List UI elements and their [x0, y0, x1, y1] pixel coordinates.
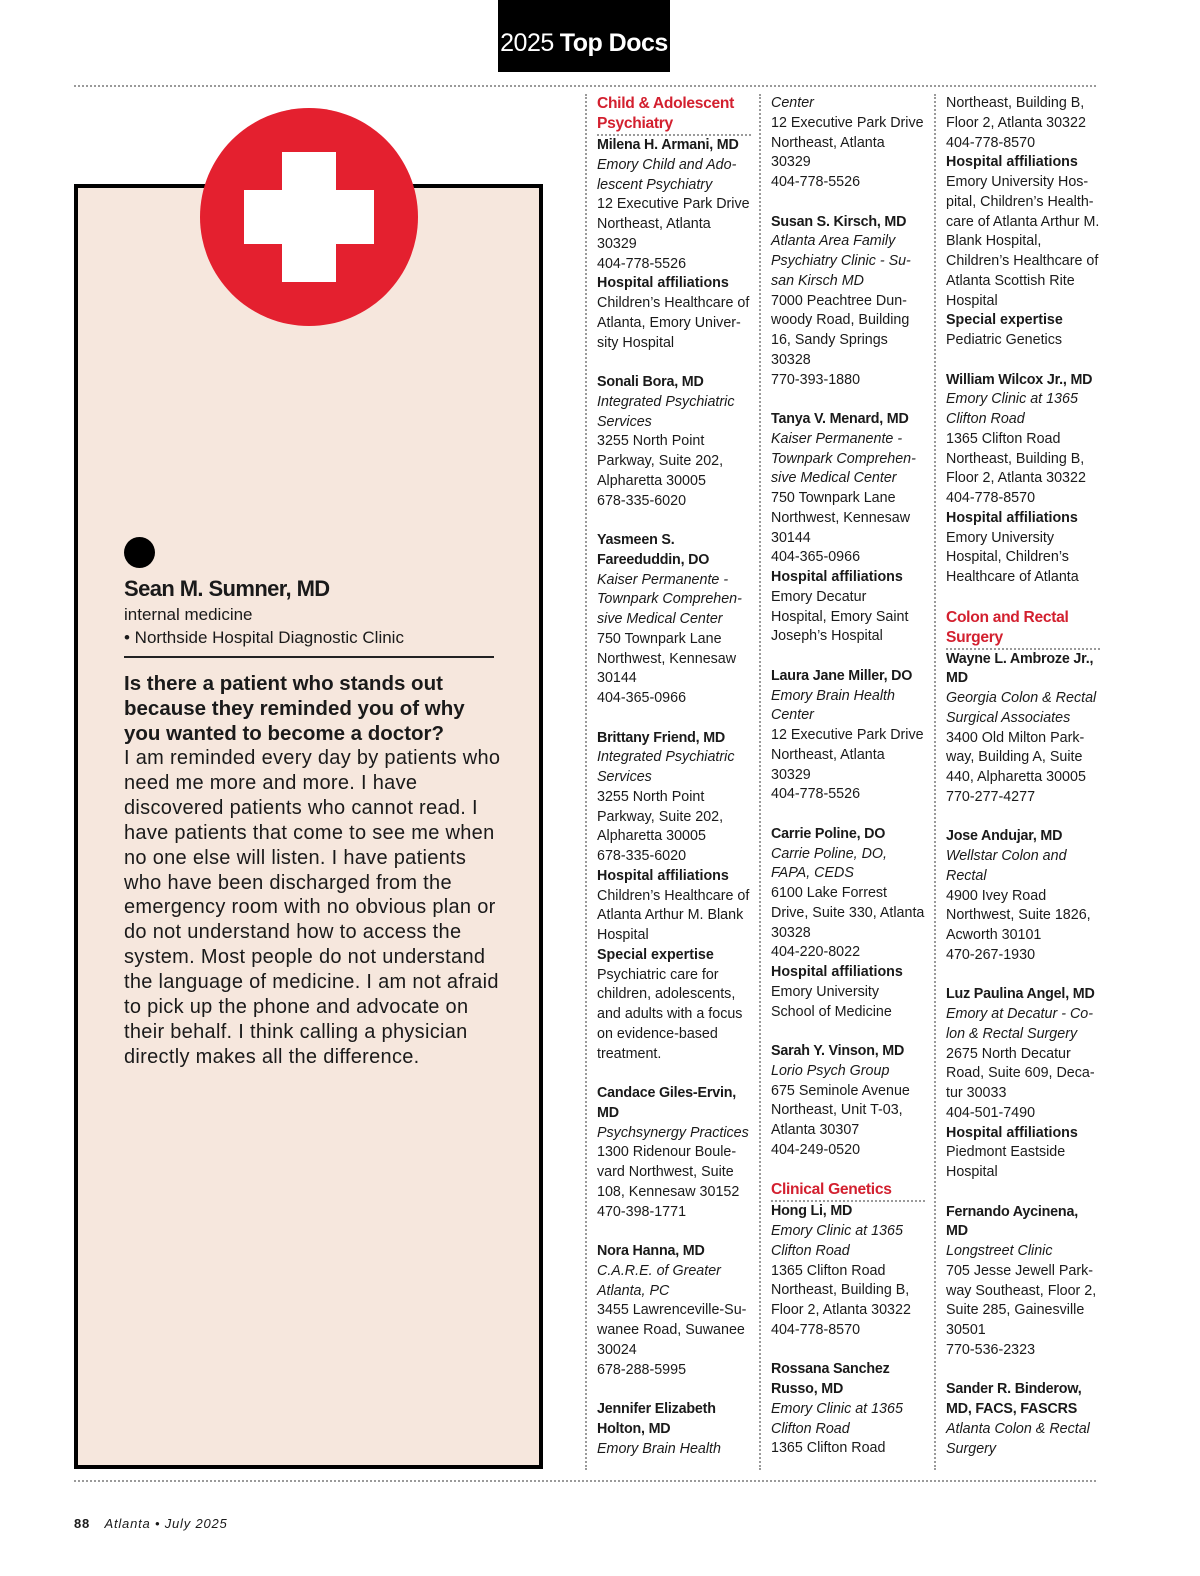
practice-name: Emory Child and Ado- lescent Psychiatry — [597, 156, 737, 193]
practice-name: Kaiser Permanente - Townpark Comprehen- sive Medical Center — [771, 430, 916, 487]
section-heading: Colon and Rectal Surgery — [946, 608, 1069, 646]
section-heading: Child & Adolescent Psychiatry — [597, 95, 734, 132]
spacer — [946, 808, 1100, 828]
spacer — [946, 966, 1100, 986]
feature-clinic: • Northside Hospital Diagnostic Clinic — [124, 628, 404, 647]
spacer — [946, 351, 1100, 371]
section-heading: Clinical Genetics — [771, 1181, 892, 1199]
doctor-name: Sander R. Binderow, MD, FACS, FASCRS — [946, 1381, 1082, 1417]
listing-column-2 — [771, 94, 925, 1459]
doctor-name: Laura Jane Miller, DO — [771, 667, 913, 684]
listing-text: 2675 North Decatur Road, Suite 609, Deca- tur 30033 — [946, 1045, 1095, 1101]
listing-text: Piedmont Eastside Hospital — [946, 1144, 1066, 1180]
listing-text: 470-398-1771 — [597, 1203, 687, 1220]
header-year: 2025 — [500, 28, 554, 57]
doctor-name: Sonali Bora, MD — [597, 374, 704, 390]
listing-text: 404-249-0520 — [771, 1141, 861, 1158]
practice-name: Integrated Psychiatric Services — [597, 393, 735, 430]
listing-text: 705 Jesse Jewell Park- way Southeast, Floor 2, Suite 285, Gainesville 30501 — [946, 1262, 1097, 1338]
listing-text: 1300 Ridenour Boule- vard Northwest, Suite 108, Kennesaw 30152 — [597, 1144, 740, 1200]
doctor-name: Sarah Y. Vinson, MD — [771, 1043, 905, 1059]
listing-column-1 — [597, 94, 751, 1459]
listing-text: Emory Decatur Hospital, Emory Saint Joseph’s Hospital — [771, 588, 909, 645]
doctor-name: Nora Hanna, MD — [597, 1243, 705, 1259]
spacer — [771, 805, 925, 825]
practice-name: Atlanta Colon & Rectal Surgery — [946, 1420, 1090, 1457]
listing-text: Emory University School of Medicine — [771, 983, 892, 1020]
doctor-name: Tanya V. Menard, MD — [771, 411, 909, 427]
magazine-issue: Atlanta • July 2025 — [104, 1516, 228, 1531]
feature-answer: I am reminded every day by patients who need me more and more. I have discovered patients who cannot read. I have patients that come to see me when no one else will listen. I have patients who have been discharged from the emergency room with no obvious plan or do not understand how to access the system. Most people do not understand the language of medicine. I am not afraid to pick up the phone and advocate on their behalf. I think calling a physician directly makes all the difference. — [124, 747, 501, 1068]
listing-text: 770-393-1880 — [771, 371, 861, 388]
practice-name: Center — [771, 95, 814, 111]
page-number: 88 — [74, 1516, 91, 1531]
listing-text: 678-288-5995 — [597, 1361, 687, 1378]
listing-text: 678-335-6020 — [597, 848, 687, 864]
listing-text: 404-501-7490 — [946, 1104, 1036, 1121]
listing-text: 750 Townpark Lane Northwest, Kennesaw 30144 — [771, 490, 911, 546]
listing-text: 404-778-8570 — [771, 1321, 861, 1338]
spacer — [771, 390, 925, 410]
listing-text: Children’s Healthcare of Atlanta Arthur M. Blank Hospital — [597, 887, 750, 943]
top-dotted-divider — [74, 85, 1096, 87]
listing-text: 6100 Lake Forrest Drive, Suite 330, Atlanta 30328 — [771, 885, 925, 941]
spacer — [597, 353, 751, 373]
practice-name: Kaiser Permanente - Townpark Comprehen- sive Medical Center — [597, 571, 742, 627]
doctor-name: Wayne L. Ambroze Jr., MD — [946, 650, 1094, 687]
listing-column-3 — [946, 94, 1100, 1459]
listing-text: 3255 North Point Parkway, Suite 202, Alpharetta 30005 — [597, 788, 724, 845]
listing-label: Hospital affiliations — [771, 569, 903, 585]
doctor-name: Susan S. Kirsch, MD — [771, 213, 907, 230]
doctor-name: Luz Paulina Angel, MD — [946, 986, 1095, 1003]
column-divider — [759, 94, 761, 1470]
doctor-name: Hong Li, MD — [771, 1203, 853, 1220]
spacer — [597, 709, 751, 729]
listing-text: 3400 Old Milton Park- way, Building A, Suite 440, Alpharetta 30005 — [946, 729, 1086, 785]
spacer — [946, 1361, 1100, 1381]
practice-name: Atlanta Area Family Psychiatry Clinic - Su- san Kirsch MD — [771, 233, 911, 289]
doctor-name: Rossana Sanchez Russo, MD — [771, 1361, 890, 1397]
doctor-name: Brittany Friend, MD — [597, 729, 726, 746]
spacer — [771, 1161, 925, 1181]
listing-text: Emory University Hospital, Children’s Healthcare of Atlanta — [946, 529, 1079, 585]
spacer — [946, 588, 1100, 608]
listing-label: Hospital affiliations — [946, 154, 1078, 171]
listing-label: Hospital affiliations — [597, 275, 729, 292]
listing-text: 12 Executive Park Drive Northeast, Atlanta 30329 — [771, 727, 924, 783]
listing-text: 404-778-5526 — [771, 174, 861, 190]
listing-text: 404-365-0966 — [597, 690, 687, 706]
listing-label: Hospital affiliations — [597, 867, 729, 884]
practice-name: Integrated Psychiatric Services — [597, 749, 735, 785]
practice-name: Emory Brain Health Center — [771, 687, 895, 724]
doctor-name: Jennifer Elizabeth Holton, MD — [597, 1401, 716, 1437]
listing-label: Hospital affiliations — [946, 1124, 1078, 1141]
section-header-tab — [498, 0, 670, 72]
column-divider — [585, 94, 587, 1470]
spacer — [946, 1183, 1100, 1203]
listing-text: 750 Townpark Lane Northwest, Kennesaw 30144 — [597, 630, 737, 687]
listing-text: Northeast, Building B, Floor 2, Atlanta 30322 — [946, 95, 1086, 131]
listing-text: 404-220-8022 — [771, 944, 861, 961]
spacer — [597, 511, 751, 531]
listing-text: 1365 Clifton Road Northeast, Building B, Floor 2, Atlanta 30322 — [771, 1262, 911, 1318]
listing-label: Special expertise — [597, 946, 714, 963]
listing-text: 404-778-8570 — [946, 490, 1036, 506]
listing-text: 1365 Clifton Road — [771, 1440, 886, 1457]
feature-rule — [124, 656, 494, 658]
feature-question: Is there a patient who stands out because they reminded you of why you wanted to become a doctor? — [124, 672, 465, 745]
spacer — [597, 1222, 751, 1242]
doctor-name: Candace Giles-Ervin, MD — [597, 1085, 737, 1121]
practice-name: Longstreet Clinic — [946, 1243, 1053, 1259]
spacer — [771, 193, 925, 213]
page-footer — [74, 1516, 228, 1531]
doctor-name: Milena H. Armani, MD — [597, 137, 739, 153]
practice-name: Georgia Colon & Rectal Surgical Associates — [946, 690, 1097, 726]
listing-text: 3255 North Point Parkway, Suite 202, Alpharetta 30005 — [597, 433, 724, 489]
spacer — [771, 647, 925, 667]
listing-label: Special expertise — [946, 312, 1063, 329]
listing-text: 470-267-1930 — [946, 946, 1036, 963]
practice-name: Psychsynergy Practices — [597, 1124, 749, 1141]
spacer — [597, 1380, 751, 1400]
bottom-dotted-divider — [74, 1480, 1096, 1482]
practice-name: Wellstar Colon and Rectal — [946, 848, 1067, 884]
bullet-dot-icon — [124, 537, 155, 568]
doctor-name: Yasmeen S. Fareeduddin, DO — [597, 532, 710, 568]
listing-text: 404-778-8570 — [946, 134, 1036, 151]
doctor-name: Fernando Aycinena, MD — [946, 1203, 1078, 1240]
listing-text: 770-277-4277 — [946, 788, 1036, 805]
practice-name: Emory Brain Health — [597, 1440, 721, 1457]
listing-text: 4900 Ivey Road Northwest, Suite 1826, Acworth 30101 — [946, 887, 1091, 943]
feature-specialty: internal medicine — [124, 605, 253, 624]
listing-text: Psychiatric care for children, adolescents, and adults with a focus on evidence-based treatment. — [597, 966, 743, 1062]
feature-doctor-name: Sean M. Sumner, MD — [124, 576, 330, 601]
practice-name: Lorio Psych Group — [771, 1062, 890, 1079]
practice-name: Emory at Decatur - Co- lon & Rectal Surgery — [946, 1006, 1093, 1042]
practice-name: Carrie Poline, DO, FAPA, CEDS — [771, 845, 888, 882]
listing-text: 404-778-5526 — [597, 255, 687, 272]
listing-text: 3455 Lawrenceville-Su- wanee Road, Suwanee 30024 — [597, 1302, 747, 1358]
listing-text: Pediatric Genetics — [946, 332, 1063, 348]
listing-label: Hospital affiliations — [946, 509, 1078, 526]
spacer — [771, 1022, 925, 1042]
listing-text: Children’s Healthcare of Atlanta, Emory Univer- sity Hospital — [597, 295, 750, 351]
listing-text: 12 Executive Park Drive Northeast, Atlanta 30329 — [771, 114, 924, 171]
spacer — [771, 1341, 925, 1361]
listing-text: 675 Seminole Avenue Northeast, Unit T-03, Atlanta 30307 — [771, 1082, 910, 1138]
listing-text: 404-778-5526 — [771, 786, 861, 803]
practice-name: Emory Clinic at 1365 Clifton Road — [771, 1400, 903, 1437]
spacer — [597, 1064, 751, 1084]
practice-name: Emory Clinic at 1365 Clifton Road — [771, 1223, 903, 1259]
listing-text: 678-335-6020 — [597, 492, 687, 509]
listing-text: 1365 Clifton Road Northeast, Building B, Floor 2, Atlanta 30322 — [946, 430, 1086, 487]
listing-text: 770-536-2323 — [946, 1341, 1036, 1358]
header-title: Top Docs — [559, 28, 668, 57]
column-divider — [934, 94, 936, 1470]
doctor-name: Carrie Poline, DO — [771, 825, 886, 842]
doctor-name: Jose Andujar, MD — [946, 828, 1063, 845]
listing-label: Hospital affiliations — [771, 964, 903, 980]
listing-text: 12 Executive Park Drive Northeast, Atlanta 30329 — [597, 196, 750, 252]
doctor-name: William Wilcox Jr., MD — [946, 371, 1093, 388]
listing-text: 404-365-0966 — [771, 549, 861, 566]
listing-text: Emory University Hos- pital, Children’s Health- care of Atlanta Arthur M. Blank Hospital, Children’s Healthcare of Atlanta Scottish Rite Hospital — [946, 174, 1100, 309]
practice-name: C.A.R.E. of Greater Atlanta, PC — [597, 1262, 721, 1299]
medical-cross-icon — [200, 108, 418, 326]
practice-name: Emory Clinic at 1365 Clifton Road — [946, 391, 1078, 427]
listing-text: 7000 Peachtree Dun- woody Road, Building 16, Sandy Springs 30328 — [771, 292, 910, 368]
